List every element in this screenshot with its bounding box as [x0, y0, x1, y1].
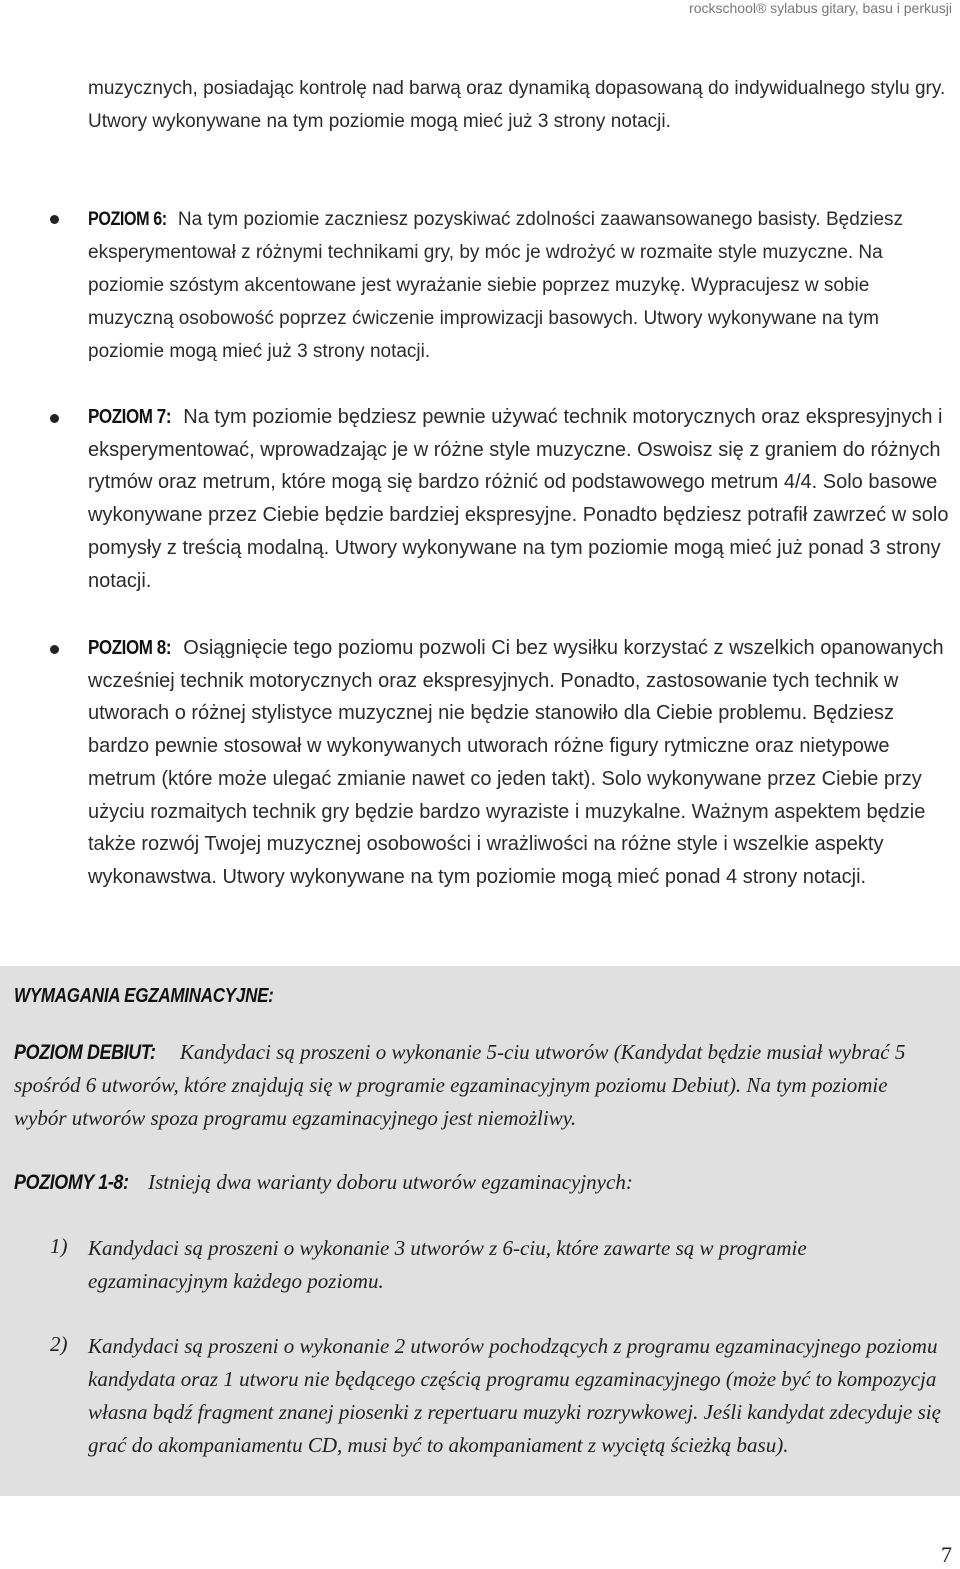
debut-label: POZIOM DEBIUT:	[14, 1041, 156, 1064]
bullet-level-8	[50, 645, 59, 654]
level-8-text: Osiągnięcie tego poziomu pozwoli Ci bez wysiłku korzystać z wszelkich opanowanych wcześniej technik motorycznych oraz ekspresyjnych. Ponadto, zastosowanie tych technik w utworach o różnej stylistyce muzycznej nie będzie stanowiło dla Ciebie problemu. Będziesz bardzo pewnie stosował w wykonywanych utworach różne figury rytmiczne oraz nietypowe metrum (które może ulegać zmianie nawet co jeden takt). Solo wykonywane przez Ciebie przy użyciu rozmaitych technik gry będzie bardzo wyraziste i muzykalne. Ważnym aspektem będzie także rozwój Twojej muzycznej osobowości i wrażliwości na różne style i wszelkie aspekty wykonawstwa. Utwory wykonywane na tym poziomie mogą mieć ponad 4 strony notacji.	[88, 637, 944, 888]
level-6-paragraph	[88, 203, 952, 368]
page-number: 7	[941, 1542, 952, 1567]
level-7-text: Na tym poziomie będziesz pewnie używać technik motorycznych oraz ekspresyjnych i eksperymentować, wprowadzając je w różne style muzyczne. Oswoisz się z graniem do różnych rytmów oraz metrum, które mogą się bardzo różnić od podstawowego metrum 4/4. Solo basowe wykonywane przez Ciebie będzie bardziej ekspresyjne. Ponadto będziesz potrafił zawrzeć w solo pomysły z treścią modalną. Utwory wykonywane na tym poziomie mogą mieć już ponad 3 strony notacji.	[88, 406, 949, 592]
option-2-text: Kandydaci są proszeni o wykonanie 2 utworów pochodzących z programu egzaminacyjnego poziomu kandydata oraz 1 utworu nie będącego częścią programu egzaminacyjnego (może być to kompozycja własna bądź fragment znanej piosenki z repertuaru muzyki rozrywkowej. Jeśli kandydat zdecyduje się grać do akompaniamentu CD, musi być to akompaniament z wyciętą ścieżką basu).	[88, 1334, 941, 1457]
page-header: rockschool® sylabus gitary, basu i perkusji	[689, 0, 952, 16]
level-8-label: POZIOM 8:	[88, 637, 172, 659]
bullet-level-6	[50, 215, 59, 224]
debut-text: Kandydaci są proszeni o wykonanie 5-ciu utworów (Kandydat będzie musiał wybrać 5 spośród 6 utworów, które znajdują się w programie egzaminacyjnym poziomu Debiut). Na tym poziomie wybór utworów spoza programu egzaminacyjnego jest niemożliwy.	[14, 1040, 906, 1130]
level-7-paragraph	[88, 401, 952, 597]
level-7-label: POZIOM 7:	[88, 406, 172, 428]
option-1-text: Kandydaci są proszeni o wykonanie 3 utworów z 6-ciu, które zawarte są w programie egzaminacyjnym każdego poziomu.	[88, 1236, 807, 1293]
levels-1-8-label: POZIOMY 1-8:	[14, 1171, 129, 1194]
level-8-paragraph	[88, 632, 952, 894]
option-1-number: 1)	[50, 1234, 68, 1258]
exam-requirements-title: WYMAGANIA EGZAMINACYJNE:	[14, 985, 274, 1007]
level-6-text: Na tym poziomie zaczniesz pozyskiwać zdolności zaawansowanego basisty. Będziesz eksperymentował z różnymi technikami gry, by móc je wdrożyć w rozmaite style muzyczne. Na poziomie szóstym akcentowane jest wyrażanie siebie poprzez muzykę. Wypracujesz w sobie muzyczną osobowość poprzez ćwiczenie improwizacji basowych. Utwory wykonywane na tym poziomie mogą mieć już 3 strony notacji.	[88, 209, 904, 362]
debut-paragraph	[14, 1036, 944, 1135]
option-2-number: 2)	[50, 1332, 68, 1356]
intro-paragraph: muzycznych, posiadając kontrolę nad barwą oraz dynamiką dopasowaną do indywidualnego stylu gry. Utwory wykonywane na tym poziomie mogą mieć już 3 strony notacji.	[88, 78, 946, 132]
levels-1-8-paragraph	[14, 1166, 944, 1199]
level-6-label: POZIOM 6:	[88, 209, 167, 230]
bullet-level-7	[50, 414, 59, 423]
levels-1-8-text: Istnieją dwa warianty doboru utworów egzaminacyjnych:	[142, 1170, 633, 1194]
